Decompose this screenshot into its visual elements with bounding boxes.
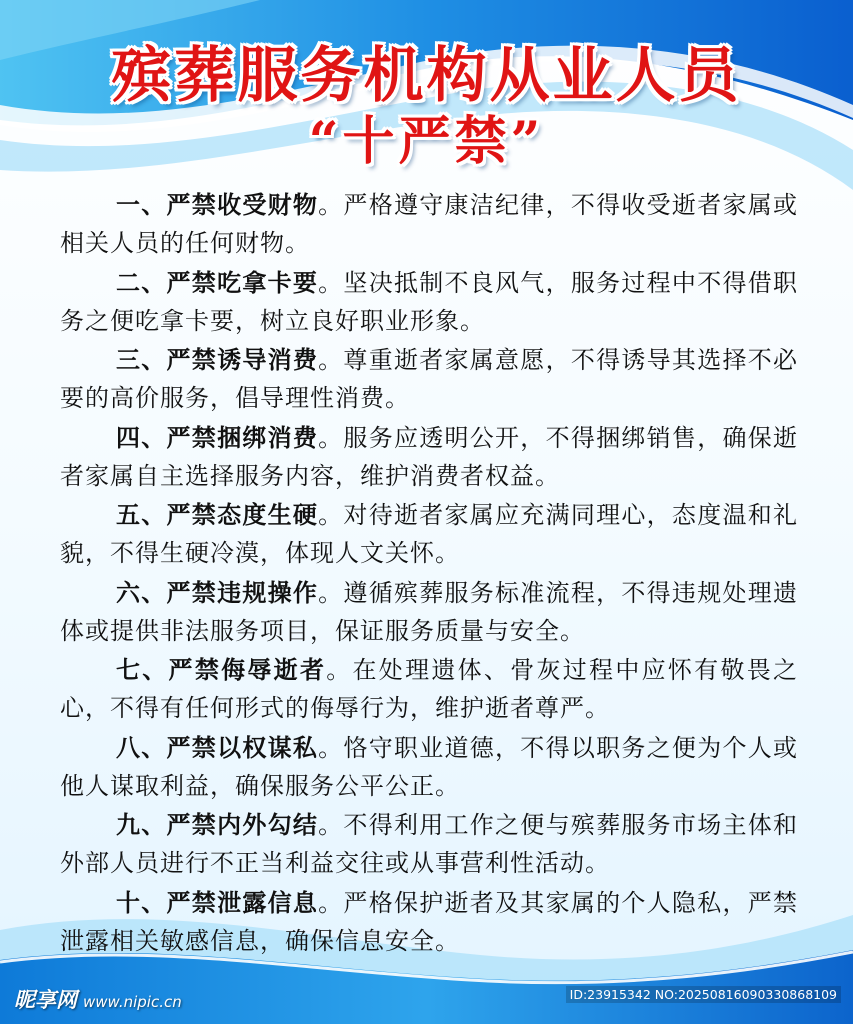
rule-heading: 六、严禁违规操作 — [116, 578, 319, 607]
rule-heading: 二、严禁吃拿卡要 — [116, 268, 319, 297]
rule-body: 。在处理遗体、骨灰过程中应怀有敬畏之心，不得有任何形式的侮辱行为，维护逝者尊严。 — [60, 656, 799, 722]
rule-body: 。恪守职业道德，不得以职务之便为个人或他人谋取利益，确保服务公平公正。 — [60, 733, 799, 800]
rule-item — [60, 729, 798, 805]
rule-item — [60, 186, 798, 262]
rule-heading: 一、严禁收受财物 — [116, 191, 319, 219]
rule-body: 。严格遵守康洁纪律，不得收受逝者家属或相关人员的任何财物。 — [60, 191, 799, 257]
watermark-logo — [14, 984, 182, 1014]
rule-body: 。严格保护逝者及其家属的个人隐私，严禁泄露相关敏感信息，确保信息安全。 — [60, 888, 799, 955]
rule-item — [60, 651, 798, 727]
rule-heading: 九、严禁内外勾结 — [116, 811, 319, 839]
rule-body: 。坚决抵制不良风气，服务过程中不得借职务之便吃拿卡要，树立良好职业形象。 — [60, 268, 799, 335]
rule-item — [60, 806, 798, 882]
title-block — [0, 40, 853, 174]
page-subtitle: “十严禁” — [308, 111, 545, 172]
rule-heading: 五、严禁态度生硬 — [116, 501, 319, 529]
rule-body: 。不得利用工作之便与殡葬服务市场主体和外部人员进行不正当利益交往或从事营利性活动。 — [60, 811, 799, 877]
rule-heading: 三、严禁诱导消费 — [116, 346, 319, 374]
rule-item — [60, 341, 798, 417]
rule-body: 。对待逝者家属应充满同理心，态度温和礼貌，不得生硬冷漠，体现人文关怀。 — [60, 501, 799, 567]
rule-heading: 八、严禁以权谋私 — [116, 733, 319, 762]
watermark-logo-text: 昵享网 — [14, 988, 77, 1012]
page-title: 殡葬服务机构从业人员 — [111, 41, 742, 111]
rules-list — [60, 186, 798, 961]
rule-heading: 七、严禁侮辱逝者 — [116, 656, 327, 684]
rule-item — [60, 419, 798, 495]
rule-body: 。遵循殡葬服务标准流程，不得违规处理遗体或提供非法服务项目，保证服务质量与安全。 — [60, 578, 799, 645]
rule-heading: 十、严禁泄露信息 — [116, 888, 319, 917]
watermark-id: ID:23915342 NO:20250816090330868109 — [566, 986, 841, 1003]
rule-body: 。尊重逝者家属意愿，不得诱导其选择不必要的高价服务，倡导理性消费。 — [60, 346, 799, 412]
watermark-url: www.nipic.cn — [83, 993, 182, 1011]
rule-item — [60, 496, 798, 572]
rule-body: 。服务应透明公开，不得捆绑销售，确保逝者家属自主选择服务内容，维护消费者权益。 — [60, 423, 799, 490]
rule-item — [60, 884, 798, 960]
rule-item — [60, 574, 798, 650]
rule-item — [60, 264, 798, 340]
rule-heading: 四、严禁捆绑消费 — [116, 423, 319, 452]
